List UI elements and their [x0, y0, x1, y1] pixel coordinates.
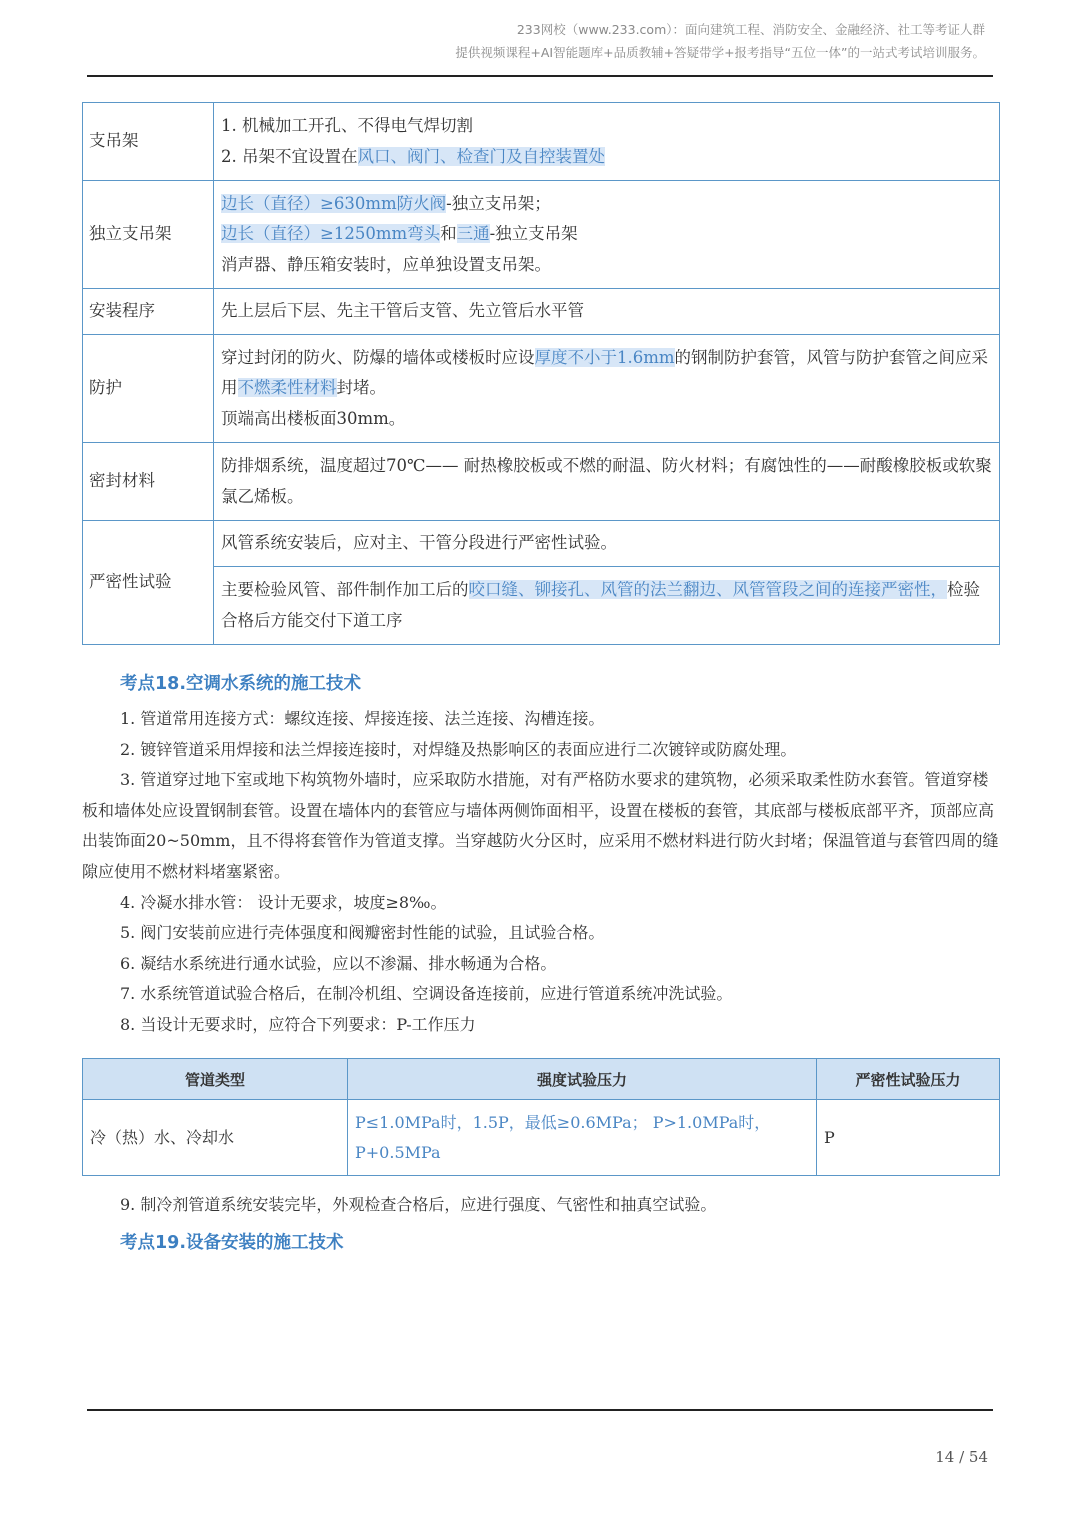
duct-support-table [82, 102, 1000, 645]
table-row [83, 1100, 1000, 1176]
table-row [83, 103, 1000, 181]
row-key: 密封材料 [83, 443, 214, 521]
column-header: 严密性试验压力 [817, 1059, 1000, 1100]
paragraph: 9. 制冷剂管道系统安装完毕，外观检查合格后，应进行强度、气密性和抽真空试验。 [120, 1195, 717, 1214]
paragraph: 1. 管道常用连接方式：螺纹连接、焊接连接、法兰连接、沟槽连接。 [120, 709, 605, 728]
row-key: 防护 [83, 335, 214, 443]
table-row [83, 521, 1000, 567]
table-row [83, 335, 1000, 443]
row-text: 2. 吊架不宜设置在 [221, 146, 358, 166]
highlight-text: 咬口缝、铆接孔、风管的法兰翻边、风管管段之间的连接严密性， [468, 580, 947, 599]
row-line: 1. 机械加工开孔、不得电气焊切割 [221, 116, 473, 135]
section-19 [82, 1190, 1000, 1263]
paragraph: 7. 水系统管道试验合格后，在制冷机组、空调设备连接前，应进行管道系统冲洗试验。 [120, 984, 733, 1004]
paragraph: 5. 阀门安装前应进行壳体强度和阀瓣密封性能的试验，且试验合格。 [120, 923, 605, 943]
row-text: 主要检验风管、部件制作加工后的 [221, 580, 469, 599]
row-key: 安装程序 [83, 289, 214, 335]
table-row [83, 181, 1000, 289]
header-line-2: 提供视频课程+AI智能题库+品质教辅+答疑带学+报考指导“五位一体”的一站式考试培训服务。 [455, 45, 985, 60]
page-header [455, 18, 985, 64]
paragraph: 8. 当设计无要求时，应符合下列要求：P-工作压力 [120, 1014, 476, 1034]
row-value: 先上层后下层、先主干管后支管、先立管后水平管 [214, 289, 1000, 335]
highlight-text: 三通 [456, 224, 490, 244]
highlight-text: 厚度不小于1.6mm [534, 347, 675, 367]
table-header-row [83, 1059, 1000, 1100]
row-key: 严密性试验 [83, 521, 214, 645]
paragraph: 6. 凝结水系统进行通水试验，应以不渗漏、排水畅通为合格。 [120, 953, 557, 973]
table-cell: 冷（热）水、冷却水 [83, 1100, 348, 1176]
table-row [83, 289, 1000, 335]
highlight-text: 边长（直径）≥630mm防火阀 [221, 193, 447, 213]
table-row [83, 567, 1000, 645]
header-line-1: 233网校（www.233.com）：面向建筑工程、消防安全、金融经济、社工等考证人群 [516, 22, 985, 37]
row-text: 穿过封闭的防火、防爆的墙体或楼板时应设 [221, 347, 535, 367]
row-line: 消声器、静压箱安装时，应单独设置支吊架。 [221, 254, 551, 274]
column-header: 强度试验压力 [348, 1059, 817, 1100]
row-key: 支吊架 [83, 103, 214, 181]
table-cell: P≤1.0MPa时，1.5P，最低≥0.6MPa； P>1.0MPa时，P+0.5MPa [348, 1100, 817, 1176]
table-cell: P [817, 1100, 1000, 1176]
paragraph: 3. 管道穿过地下室或地下构筑物外墙时，应采取防水措施，对有严格防水要求的建筑物，必须采取柔性防水套管。管道穿楼板和墙体处应设置钢制套管。设置在墙体内的套管应与墙体两侧饰面相平，设置在楼板的套管，其底部与楼板底部平齐，顶部应高出装饰面20~50mm，且不得将套管作为管道支撑。当穿越防火分区时，应采用不燃材料进行防火封堵；保温管道与套管四周的缝隙应使用不燃材料堵塞紧密。 [82, 770, 999, 881]
highlight-text: 风口、阀门、检查门及自控装置处 [357, 146, 605, 166]
row-text: 检验合格后方能交付下道工序 [221, 580, 980, 630]
footer-rule [87, 1409, 993, 1411]
table-row [83, 443, 1000, 521]
row-text: 的钢制防护套管，风管与防护套管之间应采用 [221, 347, 989, 398]
column-header: 管道类型 [83, 1059, 348, 1100]
header-rule [87, 75, 993, 77]
row-text: 封堵。 [336, 378, 386, 398]
row-value: 防排烟系统，温度超过70℃—— 耐热橡胶板或不燃的耐温、防火材料；有腐蚀性的——耐酸橡胶板或软聚氯乙烯板。 [214, 443, 1000, 521]
row-line: 顶端高出楼板面30mm。 [221, 408, 406, 428]
paragraph: 2. 镀锌管道采用焊接和法兰焊接连接时，对焊缝及热影响区的表面应进行二次镀锌或防腐处理。 [120, 739, 797, 759]
row-text: -独立支吊架； [446, 193, 551, 213]
row-text: 和 [440, 224, 457, 244]
highlight-text: 不燃柔性材料 [237, 378, 337, 398]
paragraph: 4. 冷凝水排水管： 设计无要求，坡度≥8‰。 [120, 892, 447, 912]
row-value: 风管系统安装后，应对主、干管分段进行严密性试验。 [214, 521, 1000, 567]
section-title: 考点18.空调水系统的施工技术 [120, 674, 362, 694]
row-key: 独立支吊架 [83, 181, 214, 289]
section-title: 考点19.设备安装的施工技术 [120, 1232, 344, 1253]
pressure-test-table [82, 1058, 1000, 1176]
row-text: -独立支吊架 [489, 224, 578, 244]
highlight-text: 边长（直径）≥1250mm弯头 [221, 224, 441, 244]
page-number: 14 / 54 [935, 1448, 988, 1466]
section-18 [82, 668, 1000, 1041]
